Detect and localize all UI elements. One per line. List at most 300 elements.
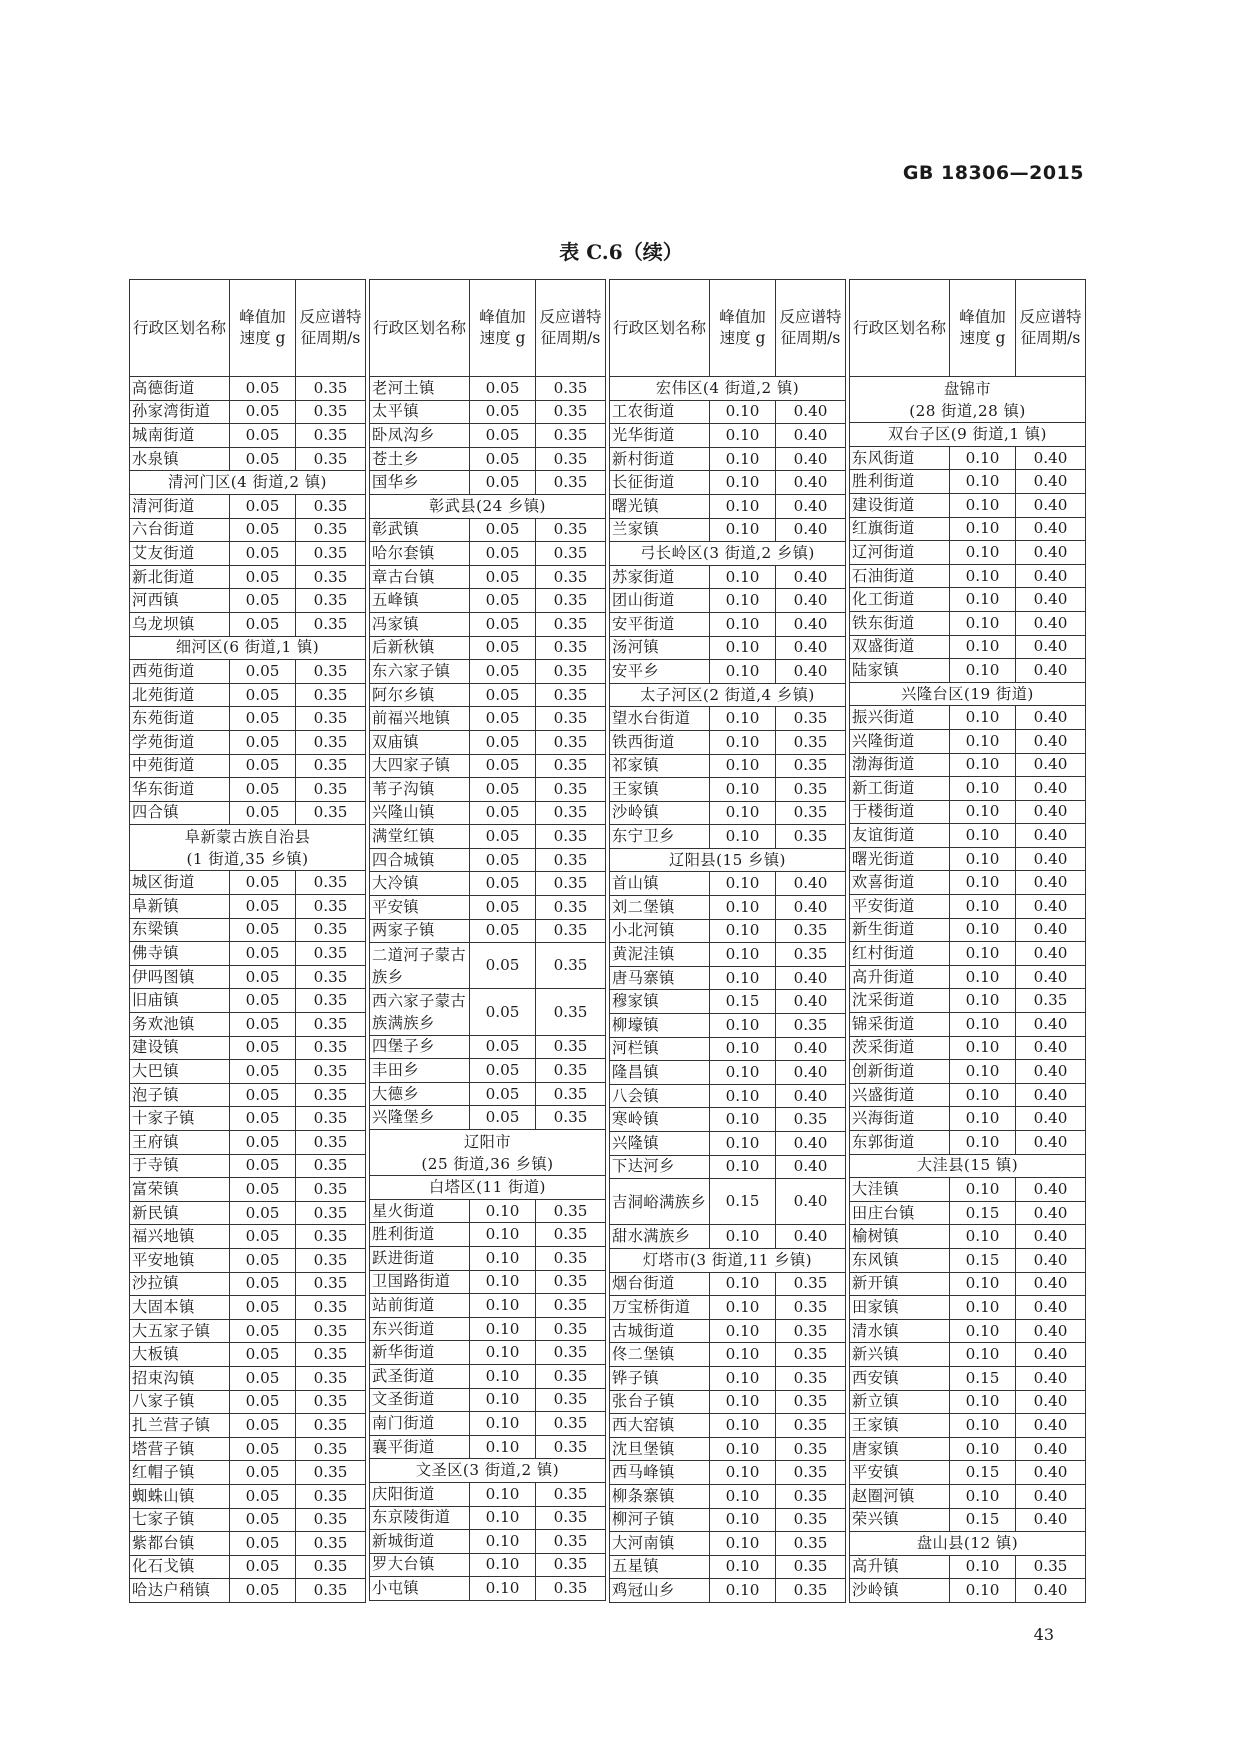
cell-period: 0.40 <box>776 400 846 424</box>
cell-name: 张台子镇 <box>610 1390 710 1414</box>
cell-pga: 0.05 <box>470 825 536 849</box>
cell-pga: 0.10 <box>710 447 776 471</box>
table-row <box>850 777 1086 801</box>
cell-name: 锦采街道 <box>850 1013 950 1037</box>
cell-name: 石油街道 <box>850 564 950 588</box>
table-row <box>370 1506 606 1530</box>
table-row <box>370 636 606 660</box>
cell-name: 八家子镇 <box>130 1390 230 1414</box>
cell-period: 0.35 <box>536 754 606 778</box>
cell-pga: 0.10 <box>950 800 1016 824</box>
cell-pga: 0.10 <box>710 1061 776 1085</box>
cell-period: 0.35 <box>296 1154 366 1178</box>
cell-period: 0.35 <box>536 636 606 660</box>
cell-pga: 0.10 <box>710 1296 776 1320</box>
cell-pga: 0.10 <box>950 588 1016 612</box>
cell-name: 旧庙镇 <box>130 989 230 1013</box>
cell-pga: 0.05 <box>470 1059 536 1083</box>
cell-pga: 0.05 <box>230 1272 296 1296</box>
table-row <box>370 1246 606 1270</box>
table-row <box>370 1059 606 1083</box>
cell-pga: 0.05 <box>470 612 536 636</box>
cell-period: 0.35 <box>296 400 366 424</box>
cell-pga: 0.10 <box>470 1388 536 1412</box>
cell-pga: 0.10 <box>470 1317 536 1341</box>
table-row <box>130 1013 366 1037</box>
cell-pga: 0.05 <box>230 589 296 613</box>
cell-name: 曙光街道 <box>850 847 950 871</box>
cell-pga: 0.10 <box>710 1414 776 1438</box>
cell-period: 0.35 <box>296 589 366 613</box>
cell-pga: 0.10 <box>710 1343 776 1367</box>
table-row <box>850 1343 1086 1367</box>
table-row <box>850 1083 1086 1107</box>
cell-period: 0.35 <box>776 1014 846 1038</box>
cell-period: 0.35 <box>536 1317 606 1341</box>
cell-name: 柳河子镇 <box>610 1508 710 1532</box>
cell-name: 五峰镇 <box>370 589 470 613</box>
table-row <box>610 1155 846 1179</box>
cell-period: 0.35 <box>776 1461 846 1485</box>
table-row <box>850 1296 1086 1320</box>
cell-name: 襄平街道 <box>370 1435 470 1459</box>
cell-period: 0.35 <box>776 1108 846 1132</box>
cell-period: 0.40 <box>776 565 846 589</box>
table-row <box>610 447 846 471</box>
table-row <box>370 400 606 424</box>
cell-period: 0.40 <box>1016 800 1086 824</box>
cell-period: 0.40 <box>776 1155 846 1179</box>
cell-period: 0.35 <box>776 801 846 825</box>
cell-name: 双盛街道 <box>850 635 950 659</box>
cell-name: 前福兴地镇 <box>370 707 470 731</box>
cell-name: 哈达户稍镇 <box>130 1579 230 1603</box>
cell-name: 紫都台镇 <box>130 1532 230 1556</box>
cell-pga: 0.05 <box>470 471 536 495</box>
cell-pga: 0.10 <box>950 1272 1016 1296</box>
cell-pga: 0.05 <box>230 730 296 754</box>
cell-period: 0.35 <box>536 1506 606 1530</box>
cell-pga: 0.10 <box>950 1131 1016 1155</box>
cell-period: 0.40 <box>1016 1178 1086 1202</box>
cell-pga: 0.05 <box>230 1579 296 1603</box>
table-row <box>850 1107 1086 1131</box>
cell-period: 0.35 <box>536 1435 606 1459</box>
cell-period: 0.40 <box>776 612 846 636</box>
table-row <box>850 635 1086 659</box>
cell-period: 0.35 <box>536 1577 606 1601</box>
cell-name: 东兴街道 <box>370 1317 470 1341</box>
table-row <box>610 1579 846 1603</box>
cell-name: 兴隆山镇 <box>370 801 470 825</box>
cell-pga: 0.05 <box>230 965 296 989</box>
cell-name: 务欢池镇 <box>130 1013 230 1037</box>
cell-pga: 0.05 <box>470 1035 536 1059</box>
cell-pga: 0.10 <box>950 1060 1016 1084</box>
table-row <box>610 943 846 967</box>
cell-name: 西苑街道 <box>130 660 230 684</box>
cell-period: 0.40 <box>1016 1272 1086 1296</box>
cell-pga: 0.05 <box>230 778 296 802</box>
table-row <box>130 1060 366 1084</box>
table-row <box>850 446 1086 470</box>
cell-name: 水泉镇 <box>130 447 230 471</box>
cell-name: 红旗街道 <box>850 517 950 541</box>
cell-period: 0.35 <box>536 778 606 802</box>
cell-name: 河栏镇 <box>610 1037 710 1061</box>
cell-pga: 0.05 <box>230 377 296 401</box>
table-row <box>370 872 606 896</box>
cell-pga: 0.10 <box>710 1508 776 1532</box>
cell-period: 0.35 <box>536 989 606 1035</box>
cell-period: 0.35 <box>536 424 606 448</box>
table-row <box>370 424 606 448</box>
cell-name: 四合城镇 <box>370 848 470 872</box>
table-row <box>370 1553 606 1577</box>
cell-name: 万宝桥街道 <box>610 1296 710 1320</box>
cell-name: 沙拉镇 <box>130 1272 230 1296</box>
cell-pga: 0.05 <box>230 754 296 778</box>
cell-pga: 0.05 <box>230 400 296 424</box>
cell-name: 庆阳街道 <box>370 1482 470 1506</box>
cell-name: 首山镇 <box>610 872 710 896</box>
cell-period: 0.40 <box>776 966 846 990</box>
cell-pga: 0.05 <box>230 1036 296 1060</box>
cell-pga: 0.05 <box>230 895 296 919</box>
cell-pga: 0.10 <box>470 1553 536 1577</box>
table-row <box>610 966 846 990</box>
cell-pga: 0.05 <box>230 1201 296 1225</box>
table-row <box>130 1508 366 1532</box>
table-row <box>370 943 606 989</box>
table-row <box>130 754 366 778</box>
cell-pga: 0.05 <box>470 424 536 448</box>
cell-name: 新北街道 <box>130 565 230 589</box>
cell-period: 0.35 <box>536 447 606 471</box>
table-row <box>850 824 1086 848</box>
cell-name: 兰家镇 <box>610 518 710 542</box>
cell-name: 太平镇 <box>370 400 470 424</box>
table-row <box>370 896 606 920</box>
cell-name: 五星镇 <box>610 1555 710 1579</box>
cell-name: 大五家子镇 <box>130 1319 230 1343</box>
cell-period: 0.35 <box>536 1059 606 1083</box>
cell-period: 0.35 <box>776 730 846 754</box>
cell-pga: 0.05 <box>230 1178 296 1202</box>
data-table <box>849 279 1086 1603</box>
cell-period: 0.35 <box>536 1553 606 1577</box>
cell-pga: 0.10 <box>950 1484 1016 1508</box>
cell-name: 卫国路街道 <box>370 1270 470 1294</box>
table-row <box>850 541 1086 565</box>
cell-period: 0.40 <box>1016 1319 1086 1343</box>
cell-pga: 0.10 <box>950 942 1016 966</box>
cell-pga: 0.10 <box>710 801 776 825</box>
data-table <box>129 279 366 1603</box>
cell-name: 穆家镇 <box>610 990 710 1014</box>
cell-period: 0.35 <box>296 1343 366 1367</box>
table-row <box>610 1555 846 1579</box>
cell-pga: 0.10 <box>950 989 1016 1013</box>
cell-pga: 0.05 <box>470 754 536 778</box>
cell-name: 六台街道 <box>130 518 230 542</box>
cell-name: 新开镇 <box>850 1272 950 1296</box>
cell-pga: 0.05 <box>230 942 296 966</box>
cell-period: 0.40 <box>1016 895 1086 919</box>
cell-pga: 0.10 <box>950 1579 1016 1603</box>
cell-name: 榆树镇 <box>850 1225 950 1249</box>
cell-name: 新兴镇 <box>850 1343 950 1367</box>
cell-pga: 0.05 <box>230 1532 296 1556</box>
cell-name: 新民镇 <box>130 1201 230 1225</box>
cell-name: 新华街道 <box>370 1341 470 1365</box>
cell-name: 招束沟镇 <box>130 1366 230 1390</box>
cell-period: 0.40 <box>776 1061 846 1085</box>
cell-period: 0.40 <box>1016 1248 1086 1272</box>
cell-name: 隆昌镇 <box>610 1061 710 1085</box>
cell-pga: 0.10 <box>710 424 776 448</box>
cell-period: 0.40 <box>1016 659 1086 683</box>
cell-period: 0.35 <box>296 565 366 589</box>
cell-pga: 0.10 <box>470 1482 536 1506</box>
table-row <box>370 778 606 802</box>
cell-name: 王家镇 <box>850 1414 950 1438</box>
cell-period: 0.35 <box>776 1319 846 1343</box>
cell-name: 铁西街道 <box>610 730 710 754</box>
cell-period: 0.40 <box>1016 706 1086 730</box>
cell-name: 安平乡 <box>610 660 710 684</box>
table-block <box>369 279 605 1601</box>
cell-period: 0.35 <box>536 1035 606 1059</box>
cell-pga: 0.10 <box>710 1579 776 1603</box>
cell-pga: 0.10 <box>950 824 1016 848</box>
region-header-row <box>610 377 846 401</box>
cell-name: 田家镇 <box>850 1296 950 1320</box>
cell-name: 大洼镇 <box>850 1178 950 1202</box>
cell-name: 鸡冠山乡 <box>610 1579 710 1603</box>
cell-pga: 0.10 <box>950 611 1016 635</box>
table-row <box>130 447 366 471</box>
cell-pga: 0.05 <box>230 1555 296 1579</box>
cell-name: 茨采街道 <box>850 1036 950 1060</box>
table-row <box>610 1061 846 1085</box>
cell-pga: 0.15 <box>950 1508 1016 1532</box>
table-row <box>850 800 1086 824</box>
column-header-name: 行政区划名称 <box>130 280 230 377</box>
table-row <box>850 611 1086 635</box>
cell-name: 烟台街道 <box>610 1272 710 1296</box>
cell-pga: 0.05 <box>230 1107 296 1131</box>
cell-name: 唐家镇 <box>850 1437 950 1461</box>
cell-pga: 0.10 <box>710 872 776 896</box>
column-header-row <box>850 280 1086 377</box>
cell-name: 艾友街道 <box>130 542 230 566</box>
table-row <box>850 1225 1086 1249</box>
cell-pga: 0.10 <box>710 1319 776 1343</box>
cell-period: 0.35 <box>296 1461 366 1485</box>
region-header: 弓长岭区(3 街道,2 乡镇) <box>610 542 846 566</box>
cell-name: 八会镇 <box>610 1084 710 1108</box>
cell-name: 建设街道 <box>850 493 950 517</box>
cell-pga: 0.10 <box>710 1084 776 1108</box>
table-row <box>850 753 1086 777</box>
cell-pga: 0.10 <box>710 1272 776 1296</box>
cell-pga: 0.10 <box>710 589 776 613</box>
cell-pga: 0.10 <box>950 871 1016 895</box>
table-row <box>130 895 366 919</box>
cell-pga: 0.05 <box>230 1343 296 1367</box>
table-row <box>610 1179 846 1225</box>
cell-name: 大四家子镇 <box>370 754 470 778</box>
cell-period: 0.35 <box>1016 989 1086 1013</box>
region-header-row <box>850 423 1086 447</box>
table-row <box>130 1343 366 1367</box>
cell-period: 0.40 <box>776 1179 846 1225</box>
cell-pga: 0.10 <box>710 1108 776 1132</box>
cell-pga: 0.10 <box>470 1530 536 1554</box>
table-row <box>370 730 606 754</box>
table-row <box>610 1132 846 1156</box>
cell-name: 平安地镇 <box>130 1248 230 1272</box>
table-row <box>850 1036 1086 1060</box>
cell-name: 兴隆堡乡 <box>370 1106 470 1130</box>
cell-name: 沈旦堡镇 <box>610 1437 710 1461</box>
cell-period: 0.40 <box>1016 824 1086 848</box>
cell-period: 0.35 <box>536 1199 606 1223</box>
cell-period: 0.35 <box>296 1414 366 1438</box>
cell-name: 甜水满族乡 <box>610 1225 710 1249</box>
cell-pga: 0.10 <box>710 919 776 943</box>
region-header-row <box>370 1176 606 1200</box>
table-row <box>130 424 366 448</box>
cell-period: 0.35 <box>536 919 606 943</box>
cell-name: 光华街道 <box>610 424 710 448</box>
table-row <box>370 1435 606 1459</box>
cell-pga: 0.05 <box>470 518 536 542</box>
region-header: 文圣区(3 街道,2 镇) <box>370 1459 606 1483</box>
cell-pga: 0.05 <box>230 1083 296 1107</box>
cell-period: 0.40 <box>1016 1083 1086 1107</box>
cell-period: 0.40 <box>1016 1131 1086 1155</box>
cell-pga: 0.10 <box>710 1225 776 1249</box>
cell-name: 哈尔套镇 <box>370 542 470 566</box>
cell-name: 田庄台镇 <box>850 1201 950 1225</box>
table-row <box>130 1484 366 1508</box>
cell-pga: 0.15 <box>710 990 776 1014</box>
table-row <box>610 1532 846 1556</box>
cell-pga: 0.10 <box>950 1107 1016 1131</box>
table-row <box>850 1131 1086 1155</box>
cell-pga: 0.10 <box>950 446 1016 470</box>
cell-pga: 0.10 <box>710 730 776 754</box>
cell-pga: 0.10 <box>950 564 1016 588</box>
cell-pga: 0.05 <box>230 1225 296 1249</box>
table-row <box>130 1178 366 1202</box>
column-header-pga: 峰值加速度 g <box>950 280 1016 377</box>
cell-pga: 0.05 <box>230 1390 296 1414</box>
cell-period: 0.40 <box>776 447 846 471</box>
cell-period: 0.35 <box>296 1272 366 1296</box>
cell-pga: 0.10 <box>710 518 776 542</box>
cell-name: 大巴镇 <box>130 1060 230 1084</box>
table-row <box>130 965 366 989</box>
cell-name: 化石戈镇 <box>130 1555 230 1579</box>
cell-pga: 0.10 <box>470 1577 536 1601</box>
cell-period: 0.35 <box>296 1225 366 1249</box>
cell-pga: 0.10 <box>710 778 776 802</box>
cell-name: 十家子镇 <box>130 1107 230 1131</box>
region-header-row <box>370 1459 606 1483</box>
cell-period: 0.35 <box>296 1248 366 1272</box>
cell-period: 0.40 <box>1016 588 1086 612</box>
cell-period: 0.40 <box>776 1132 846 1156</box>
table-row <box>610 1461 846 1485</box>
cell-pga: 0.10 <box>710 1014 776 1038</box>
cell-period: 0.40 <box>1016 1107 1086 1131</box>
cell-pga: 0.15 <box>950 1201 1016 1225</box>
cell-name: 阜新镇 <box>130 895 230 919</box>
cell-period: 0.35 <box>776 825 846 849</box>
cell-name: 赵圈河镇 <box>850 1484 950 1508</box>
region-header-row <box>370 494 606 518</box>
cell-pga: 0.10 <box>710 1461 776 1485</box>
table-row <box>610 1343 846 1367</box>
cell-pga: 0.10 <box>950 517 1016 541</box>
cell-name: 清水镇 <box>850 1319 950 1343</box>
cell-name: 唐马寨镇 <box>610 966 710 990</box>
cell-pga: 0.10 <box>950 493 1016 517</box>
cell-period: 0.40 <box>1016 611 1086 635</box>
cell-pga: 0.05 <box>470 589 536 613</box>
table-row <box>370 1364 606 1388</box>
cell-period: 0.35 <box>296 871 366 895</box>
cell-pga: 0.15 <box>710 1179 776 1225</box>
cell-name: 荣兴镇 <box>850 1508 950 1532</box>
column-header-row <box>370 280 606 377</box>
table-row <box>610 990 846 1014</box>
table-row <box>370 1082 606 1106</box>
cell-name: 新生街道 <box>850 918 950 942</box>
table-block <box>609 279 845 1601</box>
cell-name: 丰田乡 <box>370 1059 470 1083</box>
cell-period: 0.40 <box>776 660 846 684</box>
cell-period: 0.35 <box>296 1107 366 1131</box>
cell-pga: 0.10 <box>950 777 1016 801</box>
cell-pga: 0.10 <box>950 541 1016 565</box>
cell-pga: 0.05 <box>230 447 296 471</box>
cell-period: 0.35 <box>296 1201 366 1225</box>
table-row <box>370 471 606 495</box>
table-row <box>850 1248 1086 1272</box>
cell-period: 0.35 <box>296 965 366 989</box>
table-row <box>370 1199 606 1223</box>
region-header-row <box>850 377 1086 423</box>
table-row <box>130 1248 366 1272</box>
table-row <box>610 636 846 660</box>
region-header: 清河门区(4 街道,2 镇) <box>130 471 366 495</box>
table-row <box>610 1319 846 1343</box>
table-row <box>130 1225 366 1249</box>
cell-pga: 0.05 <box>230 518 296 542</box>
cell-name: 两家子镇 <box>370 919 470 943</box>
table-row <box>130 377 366 401</box>
cell-period: 0.35 <box>776 1437 846 1461</box>
cell-period: 0.35 <box>296 1036 366 1060</box>
page-number: 43 <box>1033 1625 1054 1644</box>
cell-pga: 0.05 <box>470 542 536 566</box>
table-row <box>130 1414 366 1438</box>
cell-name: 兴盛街道 <box>850 1083 950 1107</box>
